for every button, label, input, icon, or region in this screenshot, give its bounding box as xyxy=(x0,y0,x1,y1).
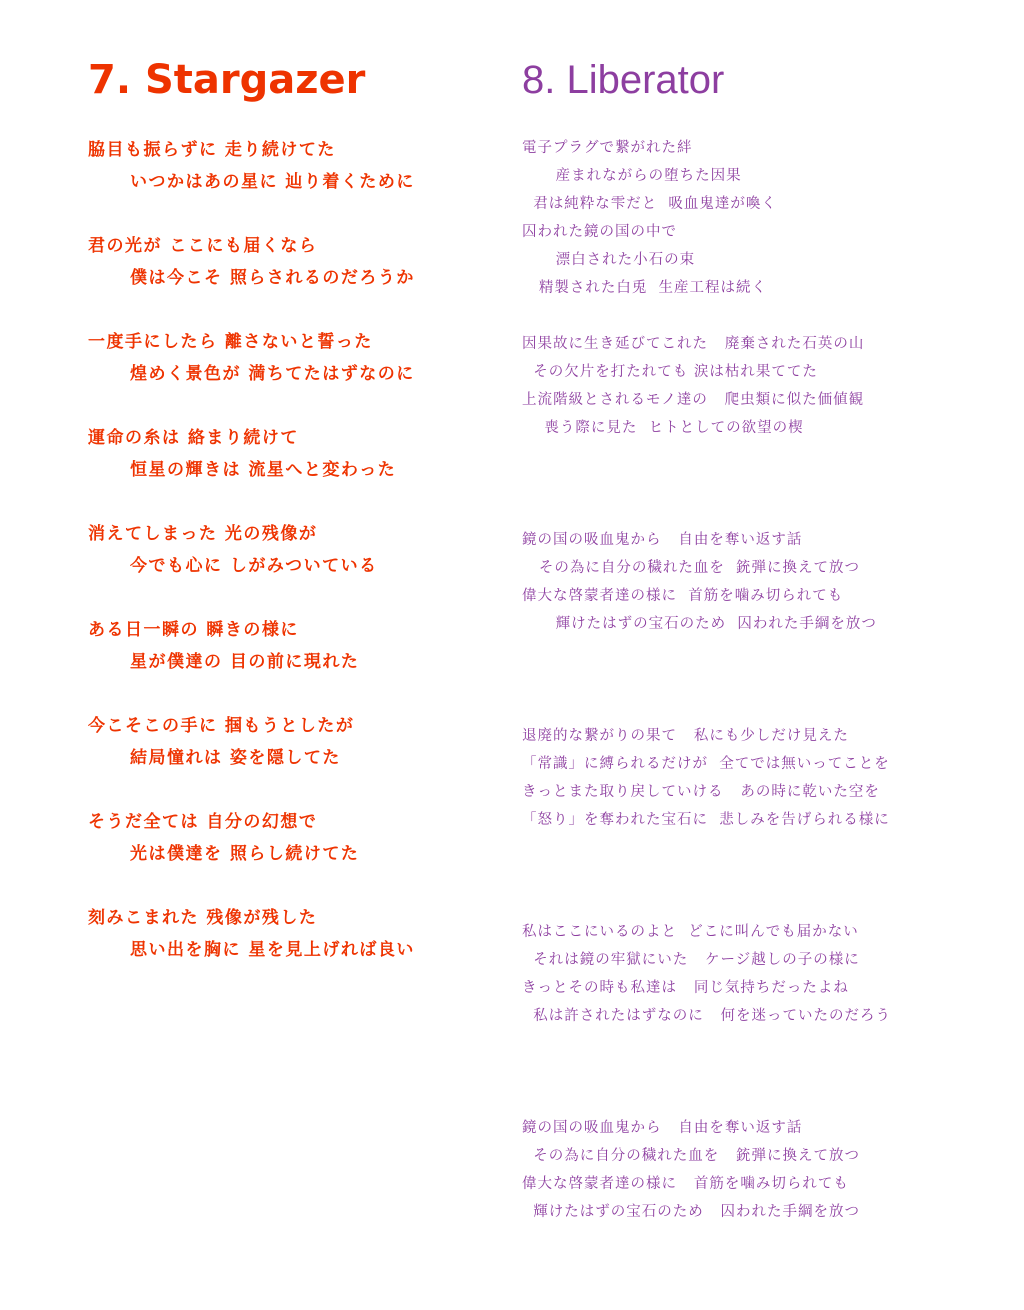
lyric-line: 結局憧れは 姿を隠してた xyxy=(130,748,341,768)
lyric-line: いつかはあの星に 辿り着くために xyxy=(130,172,415,192)
lyric-line: それは鏡の牢獄にいた ケージ越しの子の様に xyxy=(522,952,860,968)
lyric-line: 光は僕達を 照らし続けてた xyxy=(130,844,360,864)
verse xyxy=(522,918,891,1114)
lyric-line: 脇目も振らずに 走り続けてた xyxy=(88,140,336,160)
lyric-line: 今でも心に しがみついている xyxy=(130,556,378,576)
lyric-line: 偉大な啓蒙者達の様に 首筋を噛み切られても xyxy=(522,588,844,604)
verse xyxy=(522,722,891,918)
lyric-line: 運命の糸は 絡まり続けて xyxy=(88,428,299,448)
verse xyxy=(88,422,415,518)
lyric-line: 煌めく景色が 満ちてたはずなのに xyxy=(130,364,415,384)
lyric-line: 今こそこの手に 掴もうとしたが xyxy=(88,716,355,736)
lyric-line: 退廃的な繋がりの果て 私にも少しだけ見えた xyxy=(522,728,849,744)
lyric-line: 星が僕達の 目の前に現れた xyxy=(130,652,360,672)
lyric-line: 「怒り」を奪われた宝石に 悲しみを告げられる様に xyxy=(522,812,890,828)
lyric-line: 消えてしまった 光の残像が xyxy=(88,524,318,544)
lyric-line: 君の光が ここにも届くなら xyxy=(88,236,318,256)
verse xyxy=(88,326,415,422)
lyric-line: 一度手にしたら 離さないと誓った xyxy=(88,332,373,352)
verse xyxy=(88,230,415,326)
lyric-line: 私は許されたはずなのに 何を迷っていたのだろう xyxy=(522,1008,892,1024)
lyric-line: 精製された白兎 生産工程は続く xyxy=(522,280,768,296)
lyric-line: 鏡の国の吸血鬼から 自由を奪い返す話 xyxy=(522,1120,803,1136)
verse xyxy=(88,806,415,902)
verse xyxy=(88,710,415,806)
lyric-line: 電子プラグで繋がれた絆 xyxy=(522,140,693,156)
stargazer-title: 7. Stargazer xyxy=(88,57,366,103)
lyric-line: きっとその時も私達は 同じ気持ちだったよね xyxy=(522,980,849,996)
lyric-line: 君は純粋な雫だと 吸血鬼達が喚く xyxy=(522,196,777,212)
lyric-line: 恒星の輝きは 流星へと変わった xyxy=(130,460,397,480)
lyric-line: その為に自分の穢れた血を 銃弾に換えて放つ xyxy=(522,560,861,576)
lyric-line: 漂白された小石の束 xyxy=(522,252,696,268)
liberator-lyrics xyxy=(522,134,891,1310)
lyric-line: 偉大な啓蒙者達の様に 首筋を噛み切られても xyxy=(522,1176,849,1192)
lyric-line: 上流階級とされるモノ達の 爬虫類に似た価値観 xyxy=(522,392,865,408)
lyric-line: そうだ全ては 自分の幻想で xyxy=(88,812,318,832)
lyric-line: 産まれながらの堕ちた因果 xyxy=(522,168,742,184)
verse xyxy=(522,330,891,526)
lyric-line: 刻みこまれた 残像が残した xyxy=(88,908,318,928)
lyric-line: 鏡の国の吸血鬼から 自由を奪い返す話 xyxy=(522,532,803,548)
lyric-line: 僕は今こそ 照らされるのだろうか xyxy=(130,268,415,288)
lyric-line: 喪う際に見た ヒトとしての欲望の楔 xyxy=(522,420,804,436)
stargazer-lyrics xyxy=(88,134,415,998)
verse xyxy=(88,134,415,230)
liberator-title: 8. Liberator xyxy=(522,58,725,102)
lyric-line: 思い出を胸に 星を見上げれば良い xyxy=(130,940,415,960)
lyric-line: その為に自分の穢れた血を 銃弾に換えて放つ xyxy=(522,1148,861,1164)
verse xyxy=(88,614,415,710)
lyric-line: 輝けたはずの宝石のため 囚われた手綱を放つ xyxy=(522,616,877,632)
verse xyxy=(522,134,891,330)
lyric-line: 輝けたはずの宝石のため 囚われた手綱を放つ xyxy=(522,1204,861,1220)
lyric-line: 私はここにいるのよと どこに叫んでも届かない xyxy=(522,924,859,940)
verse xyxy=(88,518,415,614)
lyric-line: 囚われた鏡の国の中で xyxy=(522,224,677,240)
lyric-line: きっとまた取り戻していける あの時に乾いた空を xyxy=(522,784,880,800)
verse xyxy=(522,1114,891,1310)
verse xyxy=(88,902,415,998)
lyric-line: 因果故に生き延びてこれた 廃棄された石英の山 xyxy=(522,336,865,352)
lyric-line: その欠片を打たれても 涙は枯れ果ててた xyxy=(522,364,818,380)
verse xyxy=(522,526,891,722)
lyric-line: 「常識」に縛られるだけが 全てでは無いってことを xyxy=(522,756,890,772)
lyric-line: ある日一瞬の 瞬きの様に xyxy=(88,620,299,640)
